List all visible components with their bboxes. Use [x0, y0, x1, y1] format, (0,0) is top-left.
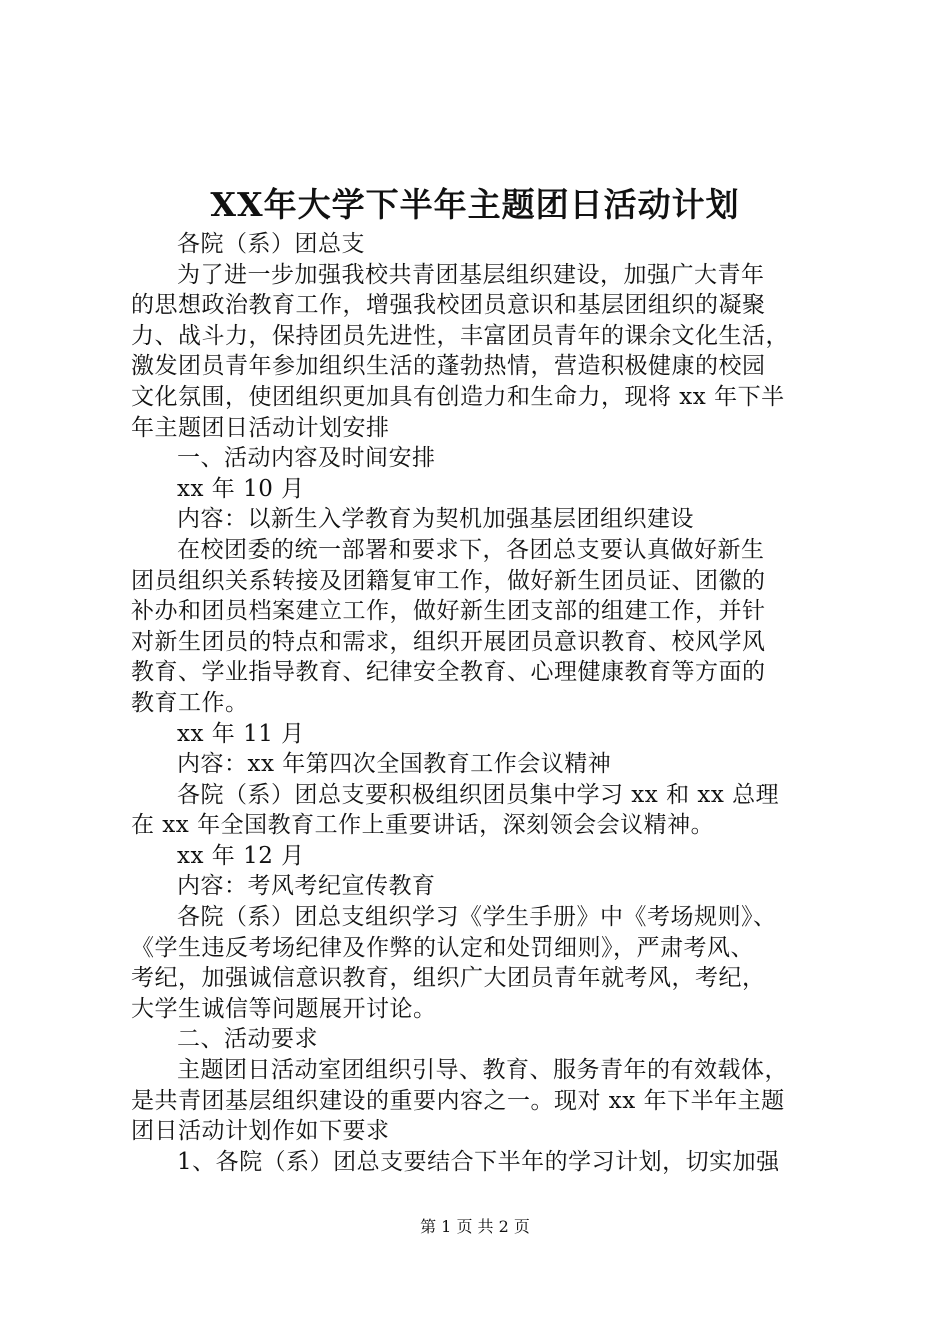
body-line: 团员组织关系转接及团籍复审工作，做好新生团员证、团徽的	[131, 567, 766, 594]
body-line: 补办和团员档案建立工作，做好新生团支部的组建工作，并针	[131, 598, 766, 625]
body-line: 主题团日活动室团组织引导、教育、服务青年的有效载体，	[177, 1057, 788, 1084]
body-line: 对新生团员的特点和需求，组织开展团员意识教育、校风学风	[131, 628, 766, 655]
body-line: xx 年 11 月	[177, 720, 305, 747]
body-line: 各院（系）团总支组织学习《学生手册》中《考场规则》、	[177, 904, 777, 931]
body-line: 文化氛围，使团组织更加具有创造力和生命力，现将 xx 年下半	[131, 383, 785, 410]
page-footer: 第 1 页 共 2 页	[420, 1217, 530, 1236]
body-line: 《学生违反考场纪律及作弊的认定和处罚细则》，严肃考风、	[131, 934, 754, 961]
body-line: 的思想政治教育工作，增强我校团员意识和基层团组织的凝聚	[131, 292, 766, 319]
body-line: 1、各院（系）团总支要结合下半年的学习计划，切实加强	[177, 1148, 780, 1175]
body-line: 团日活动计划作如下要求	[131, 1118, 390, 1145]
body-line: 力、战斗力，保持团员先进性，丰富团员青年的课余文化生活，	[131, 322, 789, 349]
body-line: 内容：考风考纪宣传教育	[177, 873, 436, 900]
body-line: 教育工作。	[131, 689, 249, 716]
body-line: 各院（系）团总支要积极组织团员集中学习 xx 和 xx 总理	[177, 781, 780, 808]
document-title: XX年大学下半年主题团日活动计划	[210, 185, 740, 224]
body-line: 教育、学业指导教育、纪律安全教育、心理健康教育等方面的	[131, 659, 766, 686]
body-line: 内容：xx 年第四次全国教育工作会议精神	[177, 751, 612, 778]
document-body	[131, 229, 836, 1177]
body-line: 为了进一步加强我校共青团基层组织建设，加强广大青年	[177, 261, 765, 288]
body-line: 在 xx 年全国教育工作上重要讲话，深刻领会会议精神。	[131, 812, 715, 839]
body-line: xx 年 10 月	[177, 475, 305, 502]
body-line: 在校团委的统一部署和要求下，各团总支要认真做好新生	[177, 536, 765, 563]
body-line: 二、活动要求	[177, 1026, 318, 1053]
body-line: xx 年 12 月	[177, 842, 305, 869]
body-line: 年主题团日活动计划安排	[131, 414, 390, 441]
body-line: 考纪，加强诚信意识教育，组织广大团员青年就考风，考纪，	[131, 965, 766, 992]
body-line: 一、活动内容及时间安排	[177, 445, 436, 472]
body-line: 激发团员青年参加组织生活的蓬勃热情，营造积极健康的校园	[131, 353, 766, 380]
body-line: 是共青团基层组织建设的重要内容之一。现对 xx 年下半年主题	[131, 1087, 785, 1114]
body-line: 各院（系）团总支	[177, 231, 365, 257]
body-line: 大学生诚信等问题展开讨论。	[131, 995, 437, 1022]
body-line: 内容：以新生入学教育为契机加强基层团组织建设	[177, 506, 694, 533]
